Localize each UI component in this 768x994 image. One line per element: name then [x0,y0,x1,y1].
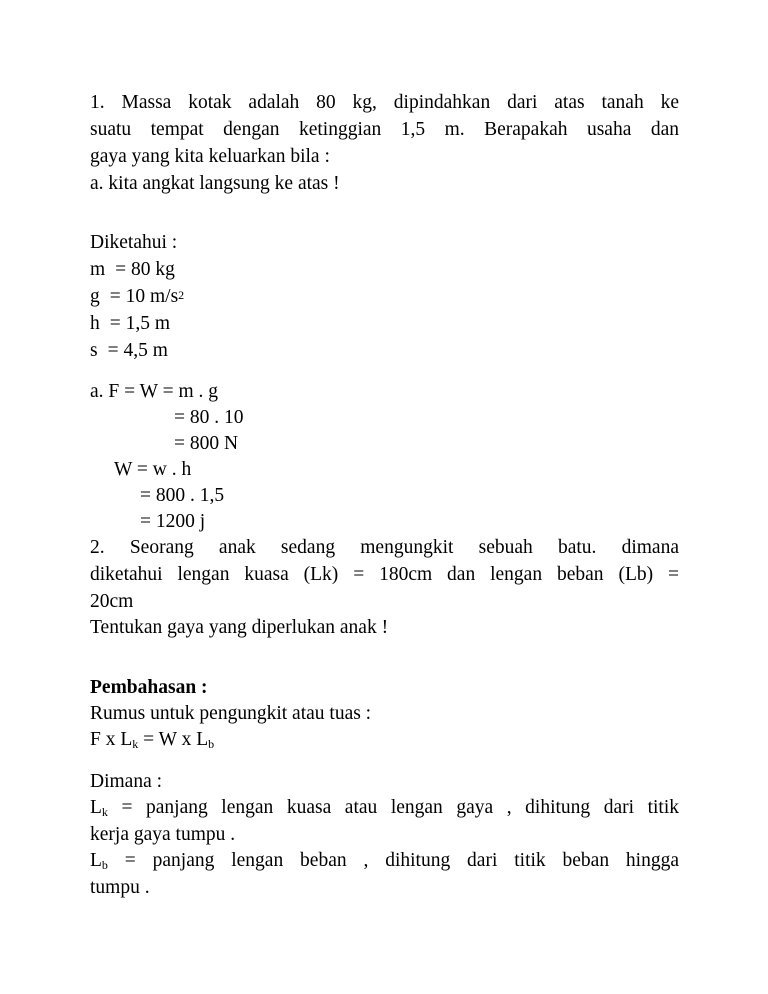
lk-definition-line-2: kerja gaya tumpu . [90,824,236,845]
solution1-line-1: a. F = W = m . g [90,381,218,402]
solution1-line-5: = 800 . 1,5 [140,485,225,506]
lk-symbol: L [90,797,102,818]
solution1-line-2: = 80 . 10 [174,407,244,428]
known-m-value: = 80 kg [115,259,175,280]
text-column [90,0,679,994]
known-g-symbol: g [90,286,100,307]
known-h-value: = 1,5 m [109,313,171,334]
known-heading: Diketahui : [90,232,178,253]
known-g-value: = 10 m/s [109,286,179,307]
where-heading: Dimana : [90,771,163,792]
formula-left-sub: k [132,737,139,751]
lk-symbol-sub: k [101,805,108,819]
formula-intro: Rumus untuk pengungkit atau tuas : [90,703,372,724]
problem1-line-3: gaya yang kita keluarkan bila : [90,146,330,167]
formula-right-sub: b [208,737,215,751]
known-g-exponent: 2 [178,288,185,302]
problem1-line-4: a. kita angkat langsung ke atas ! [90,173,340,194]
problem2-line-4: Tentukan gaya yang diperlukan anak ! [90,617,389,638]
problem2-line-3: 20cm [90,591,134,612]
lb-definition-line-2: tumpu . [90,877,150,898]
known-h-symbol: h [90,313,100,334]
solution1-line-6: = 1200 j [140,511,206,532]
problem2-line-2: diketahui lengan kuasa (Lk) = 180cm dan lengan beban (Lb) = [90,564,679,585]
known-g [90,283,184,312]
lb-symbol-sub: b [101,858,108,872]
problem1-line-2: suatu tempat dengan ketinggian 1,5 m. Berapakah usaha dan [90,119,679,140]
known-s [90,337,168,364]
known-h [90,310,170,337]
known-s-value: = 4,5 m [107,340,168,361]
discussion-heading: Pembahasan : [90,677,208,698]
solution1-line-4: W = w . h [114,459,192,480]
lb-definition-line-1 [90,847,679,876]
known-m [90,256,175,283]
formula-right: = W x L [138,729,209,750]
solution1-line-3: = 800 N [174,433,239,454]
lb-symbol: L [90,850,102,871]
known-m-symbol: m [90,259,106,280]
lk-definition-line-1 [90,794,679,823]
lk-text: = panjang lengan kuasa atau lengan gaya , dihitung dari titik [107,797,679,818]
formula-left: F x L [90,729,133,750]
problem1-line-1: 1. Massa kotak adalah 80 kg, dipindahkan dari atas tanah ke [90,92,679,113]
known-s-symbol: s [90,340,98,361]
problem2-line-1: 2. Seorang anak sedang mengungkit sebuah batu. dimana [90,537,679,558]
lb-text: = panjang lengan beban , dihitung dari titik beban hingga [107,850,679,871]
lever-formula [90,726,214,755]
